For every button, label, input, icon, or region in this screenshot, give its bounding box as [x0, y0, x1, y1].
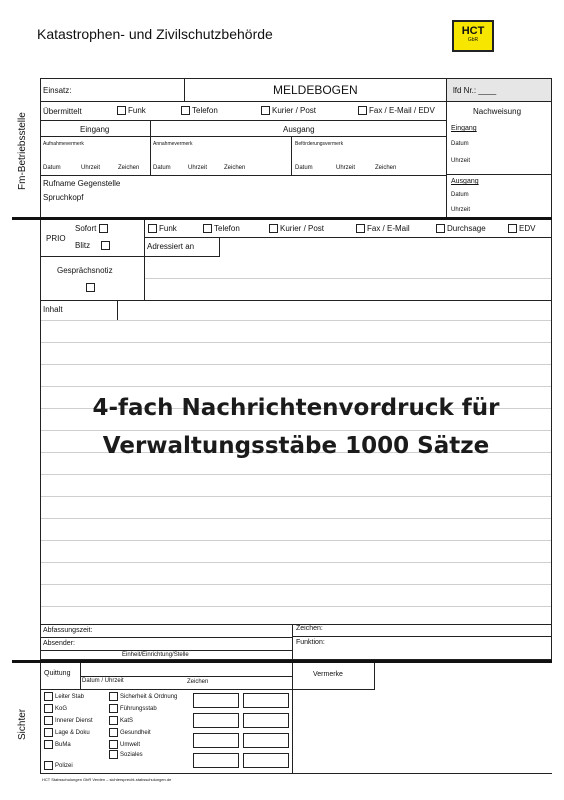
signature-box[interactable] — [243, 753, 289, 768]
logo-subtext: GbR — [467, 37, 479, 43]
blitz-checkbox[interactable]: Blitz — [75, 241, 112, 250]
meldebogen-title: MELDEBOGEN — [273, 83, 358, 97]
hct-logo — [452, 20, 494, 52]
fax-checkbox-2[interactable]: Fax / E-Mail — [356, 224, 410, 233]
sichter-checkbox-innerer-dienst[interactable]: Innerer Dienst — [44, 716, 93, 725]
sichter-checkbox-kog[interactable]: KoG — [44, 704, 67, 713]
sidebar-label-top: Fm-Betriebsstelle — [17, 112, 28, 190]
uhrzeit-label: Uhrzeit — [451, 158, 471, 164]
zeichen-sichter-label: Zeichen — [187, 679, 209, 685]
uebermittelt-label: Übermittelt — [43, 107, 82, 116]
telefon-checkbox-2[interactable]: Telefon — [203, 224, 240, 233]
edv-checkbox[interactable]: EDV — [508, 224, 535, 233]
kurier-checkbox-1[interactable]: Kurier / Post — [261, 106, 316, 115]
funk-checkbox-2[interactable]: Funk — [148, 224, 177, 233]
telefon-checkbox-1[interactable]: Telefon — [181, 106, 218, 115]
sichter-checkbox-sicherheit[interactable]: Sicherheit & Ordnung — [109, 692, 177, 701]
sichter-checkbox-buma[interactable]: BuMa — [44, 740, 71, 749]
nachweis-ausgang-label: Ausgang — [451, 178, 479, 185]
overlay-line-1: 4-fach Nachrichtenvordruck für — [92, 395, 500, 421]
uhrzeit-label: Uhrzeit — [188, 165, 208, 171]
sichter-checkbox-gesundheit[interactable]: Gesundheit — [109, 728, 151, 737]
funk-checkbox-1[interactable]: Funk — [117, 106, 146, 115]
datum-label: Datum — [153, 165, 171, 171]
overlay-line-2: Verwaltungsstäbe 1000 Sätze — [102, 433, 490, 459]
signature-box[interactable] — [243, 713, 289, 728]
gespraechsnotiz-checkbox[interactable] — [86, 283, 97, 292]
datum-label: Datum — [451, 141, 469, 147]
nachweis-eingang-label: Eingang — [451, 125, 477, 132]
nachweisung-label: Nachweisung — [473, 107, 522, 116]
uhrzeit-label: Uhrzeit — [451, 207, 471, 213]
prio-label: PRIO — [46, 234, 66, 243]
sidebar-label-bottom: Sichter — [17, 708, 28, 740]
einsatz-label: Einsatz: — [43, 86, 72, 95]
logo-text: HCT — [461, 25, 485, 37]
inhalt-label: Inhalt — [43, 305, 63, 314]
datum-label: Datum — [295, 165, 313, 171]
rufname-label: Rufname Gegenstelle — [43, 179, 121, 188]
uhrzeit-label: Uhrzeit — [336, 165, 356, 171]
befoerderungsvermerk-label: Beförderungsvermerk — [295, 141, 344, 147]
funktion-label: Funktion: — [296, 639, 325, 646]
eingang-header: Eingang — [80, 125, 110, 134]
quittung-label: Quittung — [44, 670, 71, 677]
ausgang-header: Ausgang — [283, 125, 315, 134]
signature-box[interactable] — [193, 693, 239, 708]
sichter-checkbox-soziales[interactable]: Soziales — [109, 750, 143, 759]
sichter-checkbox-fuehrungsstab[interactable]: Führungsstab — [109, 704, 157, 713]
lfd-nr-label: lfd Nr.: ____ — [453, 86, 497, 95]
kurier-checkbox-2[interactable]: Kurier / Post — [269, 224, 324, 233]
signature-box[interactable] — [243, 733, 289, 748]
zeichen-footer-label: Zeichen: — [296, 625, 323, 632]
sichter-checkbox-lage-doku[interactable]: Lage & Doku — [44, 728, 90, 737]
uhrzeit-label: Uhrzeit — [81, 165, 101, 171]
adressiert-label: Adressiert an — [147, 242, 195, 251]
absender-label: Absender: — [43, 640, 75, 647]
zeichen-label: Zeichen — [118, 165, 140, 171]
durchsage-checkbox[interactable]: Durchsage — [436, 224, 486, 233]
signature-box[interactable] — [243, 693, 289, 708]
gespraechsnotiz-label: Gesprächsnotiz — [57, 266, 113, 275]
aufnahmevermerk-label: Aufnahmevermerk — [43, 141, 84, 147]
sichter-checkbox-kats[interactable]: KatS — [109, 716, 133, 725]
datum-label: Datum — [43, 165, 61, 171]
page-title: Katastrophen- und Zivilschutzbehörde — [37, 26, 273, 42]
spruchkopf-label: Spruchkopf — [43, 193, 84, 202]
einheit-label: Einheit/Einrichtung/Stelle — [122, 652, 189, 658]
signature-box[interactable] — [193, 753, 239, 768]
imprint: HCT Stabsschulungen GbR Verden – sichtersprecht-stabsschulungen.de — [42, 777, 172, 782]
datum-uhrzeit-label: Datum / Uhrzeit — [82, 678, 124, 684]
fax-checkbox-1[interactable]: Fax / E-Mail / EDV — [358, 106, 435, 115]
datum-label: Datum — [451, 192, 469, 198]
signature-box[interactable] — [193, 713, 239, 728]
signature-box[interactable] — [193, 733, 239, 748]
zeichen-label: Zeichen — [224, 165, 246, 171]
zeichen-label: Zeichen — [375, 165, 397, 171]
sichter-checkbox-polizei[interactable]: Polizei — [44, 761, 73, 770]
annahmevermerk-label: Annahmevermerk — [153, 141, 193, 147]
sichter-checkbox-leiter-stab[interactable]: Leiter Stab — [44, 692, 84, 701]
vermerke-label: Vermerke — [313, 671, 343, 678]
abfassungszeit-label: Abfassungszeit: — [43, 627, 93, 634]
sofort-checkbox[interactable]: Sofort — [75, 224, 110, 233]
sichter-checkbox-umwelt[interactable]: Umwelt — [109, 740, 140, 749]
